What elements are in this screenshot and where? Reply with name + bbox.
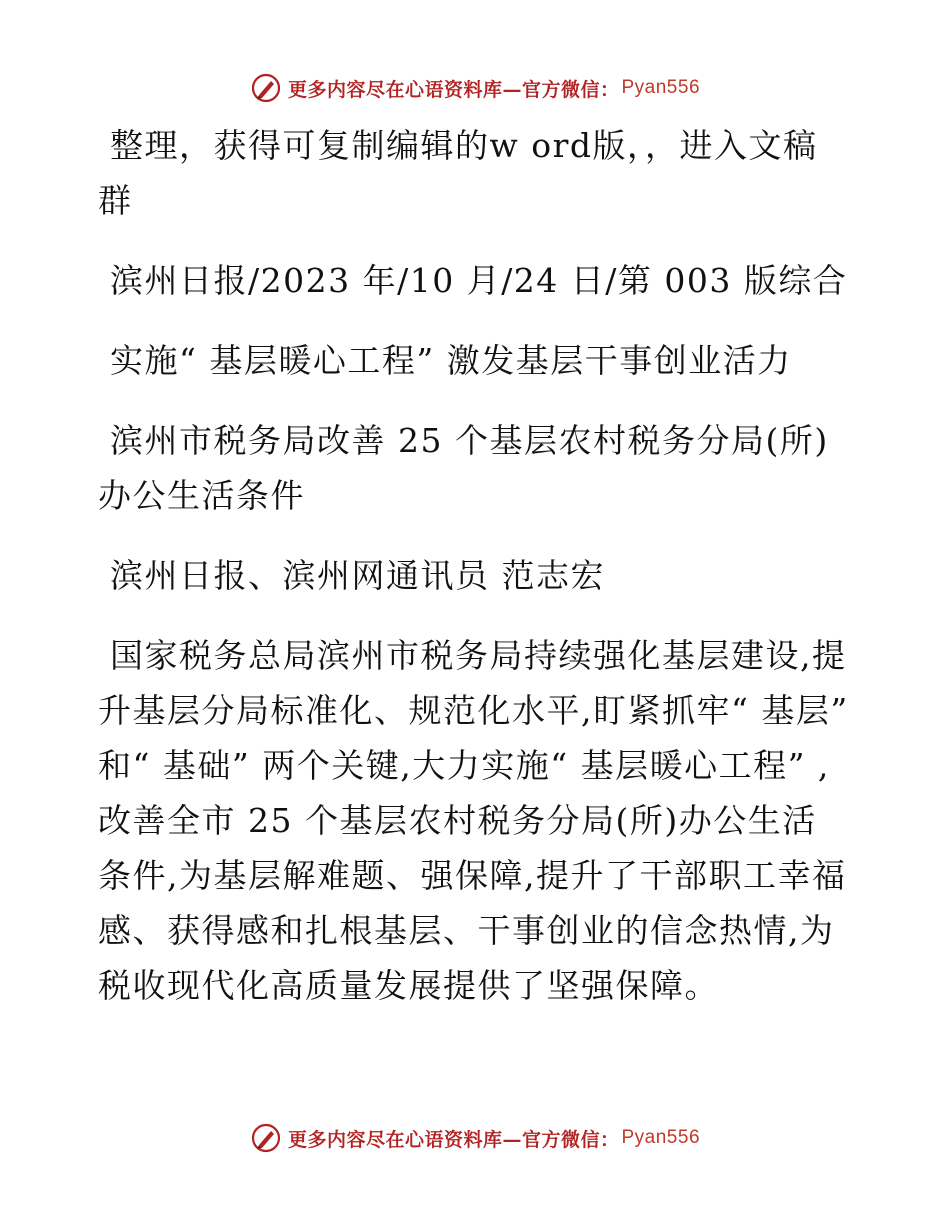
document-body [98, 118, 850, 1013]
pen-logo-icon [250, 72, 282, 104]
header-watermark [0, 72, 950, 104]
watermark-wechat-id: Pyan556 [621, 1127, 701, 1148]
article-byline: 滨州日报、滨州网通讯员 范志宏 [110, 556, 605, 595]
article-subtitle: 滨州市税务局改善 25 个基层农村税务分局(所)办公生活条件 [98, 421, 829, 515]
watermark-text: 更多内容尽在心语资料库—官方微信： [287, 78, 620, 101]
article-body-paragraph: 国家税务总局滨州市税务局持续强化基层建设,提升基层分局标准化、规范化水平,盯紧抓牢“ 基层” 和“ 基础” 两个关键,大力实施“ 基层暖心工程” ,改善全市 25 个基层农村税务分局(所)办公生活条件,为基层解难题、强保障,提升了干部职工幸福感、获得感和扎根基层、干事创业的信念热情,为税收现代化高质量发展提供了坚强保障。 [98, 636, 849, 1005]
paragraph-source-line: 滨州日报/2023 年/10 月/24 日/第 003 版综合 [110, 261, 848, 300]
paragraph-note: 整理，获得可复制编辑的w ord版，，进入文稿群 [98, 126, 818, 220]
watermark-text: 更多内容尽在心语资料库—官方微信： [287, 1128, 620, 1151]
footer-watermark [0, 1122, 950, 1154]
pen-logo-icon [250, 1122, 282, 1154]
watermark-wechat-id: Pyan556 [621, 77, 701, 98]
article-title: 实施“ 基层暖心工程” 激发基层干事创业活力 [110, 341, 792, 380]
